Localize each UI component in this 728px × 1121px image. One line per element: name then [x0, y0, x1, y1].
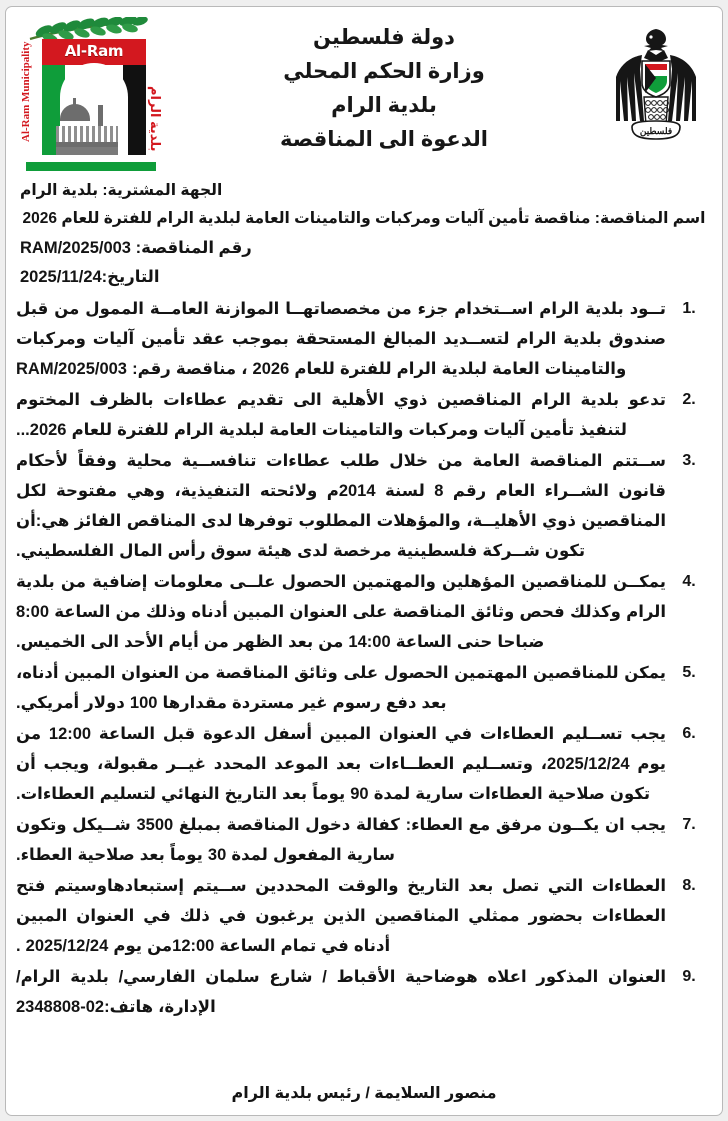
municipality-logo — [16, 13, 168, 175]
clause-number: 9. — [682, 968, 696, 985]
clause-text: يمكــن للمناقصين المؤهلين والمهتمين الحصول علــى معلومات إضافية من بلدية الرام وكذلك فحص وثائق المناقصة على العنوان المبين أدناه وذلك من الساعة 8:00 ضباحا حنى الساعة 14:00 من بعد الظهر من أيام الأحد الى الخميس. — [16, 573, 666, 651]
clause-text: يمكن للمناقصين المهتمين الحصول على وثائق المناقصة من العنوان المبين أدناه، بعد دفع رسوم غير مستردة مقدارها 100 دولار أمريكي. — [16, 664, 666, 712]
tender-number-line: رقم المناقصة: RAM/2025/003 — [20, 239, 252, 257]
clause-number: 2. — [682, 391, 696, 408]
signature-line: منصور السلايمة / رئيس بلدية الرام — [231, 1085, 497, 1102]
clause-number: 8. — [682, 877, 696, 894]
municipality-name-english: Al-Ram Municipality — [20, 41, 32, 142]
header-titles — [168, 13, 600, 157]
clause-number: 4. — [682, 573, 696, 590]
title-line-municipality: بلدية الرام — [331, 94, 437, 117]
clause-text: يجب تســليم العطاءات في العنوان المبين أسفل الدعوة قبل الساعة 12:00 من يوم 2025/12/24، وتســليم العطــاءات بعد الموعد المحدد غيــر مقبولة، ويجب أن تكون صلاحية العطاءات سارية لمدة 90 يوماً بعد التاريخ النهائي لتسليم العطاءات. — [16, 725, 666, 803]
clause-text: العنوان المذكور اعلاه هوضاحية الأقباط / شارع سلمان الفارسي/ بلدية الرام/ الإدارة، هاتف:02-2348808 — [16, 968, 666, 1016]
clause-number: 5. — [682, 664, 696, 681]
clause-item — [16, 658, 712, 718]
clause-text: يجب ان يكــون مرفق مع العطاء: كفالة دخول المناقصة بمبلغ 3500 شــيكل وتكون سارية المفعول لمدة 30 يوماً بعد صلاحية العطاء. — [16, 816, 666, 864]
clause-item — [16, 294, 712, 384]
svg-text:فلسطين: فلسطين — [639, 126, 673, 136]
tender-subheader — [16, 177, 712, 292]
clause-number: 6. — [682, 725, 696, 742]
clause-item — [16, 567, 712, 657]
document-header — [16, 13, 712, 181]
clause-number: 1. — [682, 300, 696, 317]
title-line-ministry: وزارة الحكم المحلي — [283, 60, 485, 83]
tender-date-line: التاريخ:2025/11/24 — [20, 268, 160, 286]
clause-item — [16, 871, 712, 961]
clause-item — [16, 962, 712, 1022]
crest-banner-text: Al-Ram — [64, 42, 124, 60]
clause-number: 7. — [682, 816, 696, 833]
state-emblem-logo — [600, 13, 712, 165]
clause-number: 3. — [682, 452, 696, 469]
clause-text: تــود بلدية الرام اســتخدام جزء من مخصصاتهــا الموازنة العامــة الممول من قبل صندوق بلدية الرام لتســديد المبالغ المستحقة بموجب عقد تأمين آليات ومركبات والتامينات العامة لبلدية الرام للفترة للعام 2026 ، مناقصة رقم: RAM/2025/003 — [16, 300, 666, 378]
plaza-base-icon — [56, 147, 118, 155]
title-line-state: دولة فلسطين — [313, 26, 455, 49]
clause-text: تدعو بلدية الرام المناقصين ذوي الأهلية الى تقديم عطاءات بالظرف المختوم لتنفيذ تأمين آليات ومركبات والتامينات العامة لبلدية الرام للفترة للعام 2026... — [16, 391, 666, 439]
eagle-of-saladin-icon — [604, 25, 708, 153]
title-line-invitation: الدعوة الى المناقصة — [280, 128, 488, 151]
document-card — [5, 6, 723, 1116]
clause-item — [16, 719, 712, 809]
colonnade-icon — [56, 126, 118, 147]
buyer-line: الجهة المشترية: بلدية الرام — [20, 182, 223, 199]
clause-text: ســتتم المناقصة العامة من خلال طلب عطاءات تنافســية محلية وفقاً لأحكام قانون الشــراء العام رقم 8 لسنة 2014م ولائحته التنفيذية، وهي مفتوحة لكل المناقصين ذوي الأهليــة، والمؤهلات المطلوب توفرها لدى المناقص الفائز هي:أن تكون شــركة فلسطينية مرخصة لدى هيئة سوق رأس المال الفلسطيني. — [16, 452, 666, 560]
municipality-name-arabic: بلدية الرام — [148, 85, 163, 151]
tender-clause-list — [16, 294, 712, 1071]
tender-name-line: اسم المناقصة: مناقصة تأمين آليات ومركبات والتامينات العامة لبلدية الرام للفترة للعام 2026 — [22, 210, 706, 227]
clause-item — [16, 385, 712, 445]
clause-item — [16, 810, 712, 870]
clause-text: العطاءات التي تصل بعد التاريخ والوقت المحددين ســيتم إستبعادهاوسيتم فتح العطاءات بحضور ممثلي المناقصين الذين يرغبون في ذلك في العنوان المبين أدناه في تمام الساعة 12:00من يوم 2025/12/24 . — [16, 877, 666, 955]
logo-green-bar — [26, 162, 156, 171]
clause-item — [16, 446, 712, 566]
municipality-crest — [42, 39, 146, 155]
